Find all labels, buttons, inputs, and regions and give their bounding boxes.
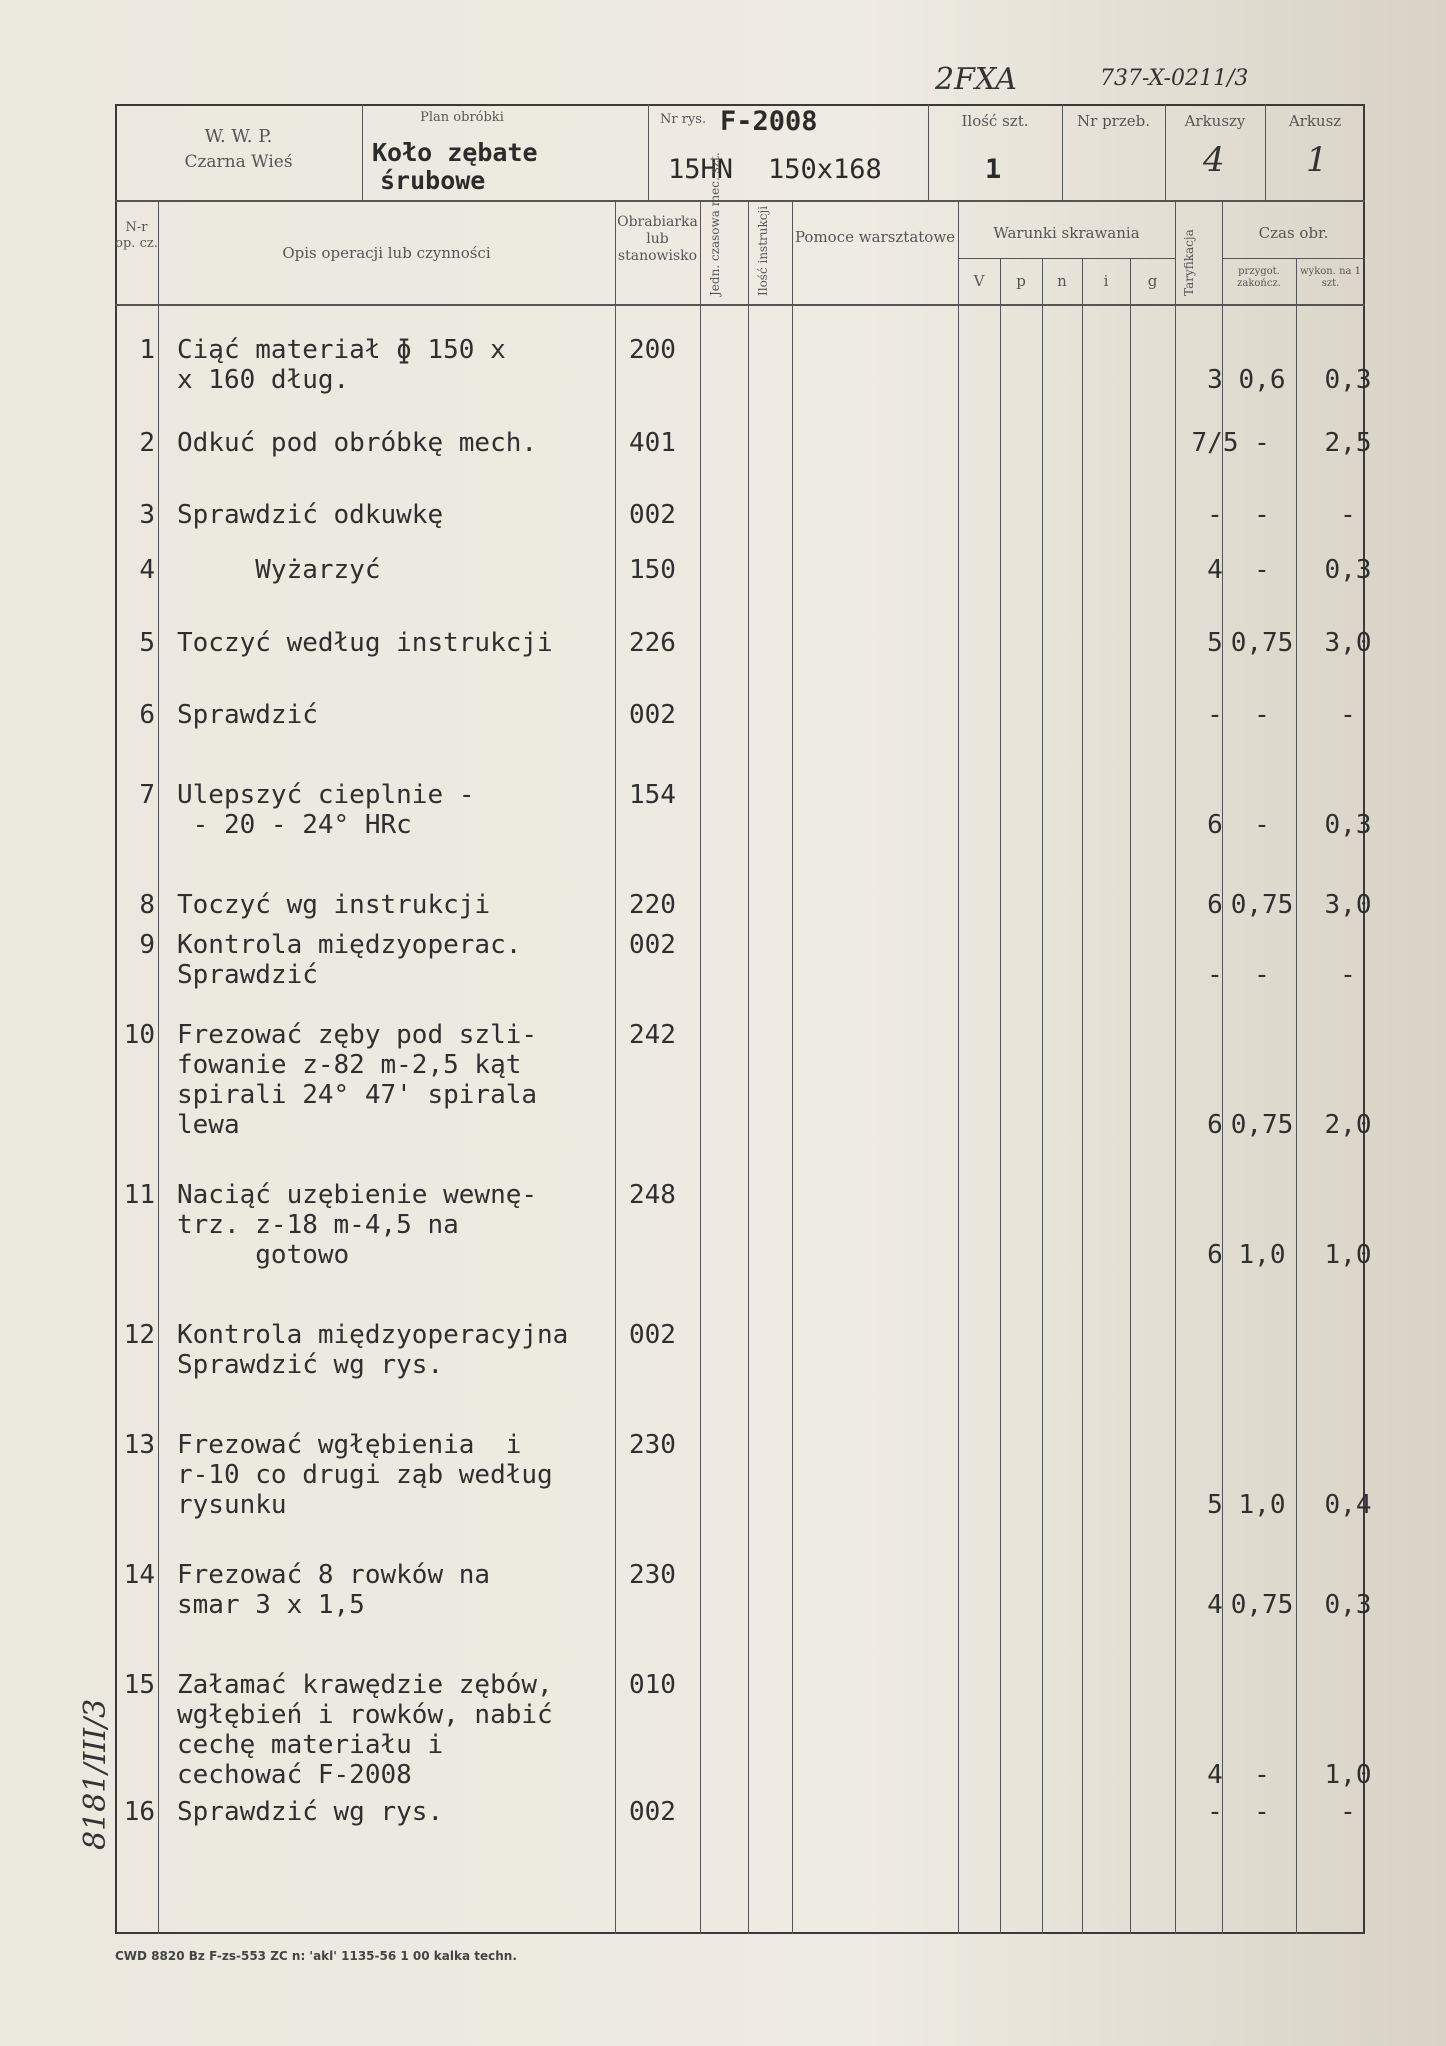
company-name: W. W. P.	[204, 126, 273, 147]
operation-description	[177, 500, 443, 530]
operation-number: 12	[123, 1320, 155, 1350]
operation-description	[177, 930, 521, 990]
tariff-grade: 3	[1207, 365, 1223, 395]
description-line: smar 3 x 1,5	[177, 1590, 365, 1620]
description-line: cechę materiału i	[177, 1730, 444, 1760]
col-time: Czas obr.	[1258, 224, 1329, 242]
description-line: fowanie z-82 m-2,5 kąt	[177, 1050, 522, 1080]
col-time-prep: przygot. zakończ.	[1237, 266, 1281, 289]
operation-number: 15	[123, 1670, 155, 1700]
operation-description	[177, 780, 474, 840]
unit-time: -	[1340, 960, 1356, 990]
unit-time: 1,0	[1324, 1240, 1372, 1270]
description-line: cechować F-2008	[177, 1760, 412, 1790]
material-code: 15HN	[668, 154, 734, 185]
operation-number: 5	[139, 628, 155, 658]
col-p: p	[1016, 272, 1026, 290]
tariff-grade: 7/5	[1191, 428, 1239, 458]
operation-number: 16	[123, 1797, 155, 1827]
unit-time: 0,4	[1324, 1490, 1372, 1520]
prep-time: -	[1254, 810, 1270, 840]
col-tools: Pomoce warsztatowe	[794, 228, 956, 246]
drawing-label: Nr rys.	[660, 112, 707, 127]
description-line: Toczyć według instrukcji	[177, 628, 553, 658]
workstation-code: 230	[629, 1560, 676, 1590]
col-sep-cond	[1175, 200, 1176, 1934]
operation-description	[177, 890, 490, 920]
tariff-grade: 5	[1207, 628, 1223, 658]
unit-time: 2,0	[1324, 1110, 1372, 1140]
prep-time: 0,6	[1238, 365, 1286, 395]
description-line: gotowo	[177, 1240, 350, 1270]
workstation-code: 010	[629, 1670, 676, 1700]
workstation-code: 002	[629, 500, 676, 530]
description-line: - 20 - 24° HRc	[177, 810, 412, 840]
prep-time: -	[1254, 1760, 1270, 1790]
description-line: Ciąć materiał ɸ 150 x	[177, 335, 506, 365]
prep-time: 0,75	[1230, 890, 1294, 920]
columns-divider	[115, 304, 1365, 306]
operation-description	[177, 1560, 490, 1620]
prep-time: -	[1254, 700, 1270, 730]
unit-time: 0,3	[1324, 810, 1372, 840]
sheets-label: Arkuszy	[1184, 112, 1246, 130]
description-line: Naciąć uzębienie wewnę-	[177, 1180, 538, 1210]
plan-label: Plan obróbki	[420, 110, 504, 125]
workstation-code: 220	[629, 890, 676, 920]
operation-number: 7	[139, 780, 155, 810]
description-line: wgłębień i rowków, nabić	[177, 1700, 553, 1730]
part-name-2: śrubowe	[380, 166, 486, 195]
description-line: Sprawdzić wg rys.	[177, 1350, 444, 1380]
operation-description	[177, 700, 318, 730]
unit-time: -	[1340, 1797, 1356, 1827]
operation-number: 14	[123, 1560, 155, 1590]
col-instr-count: Ilość instrukcji	[756, 205, 770, 296]
description-line: Ulepszyć cieplnie -	[177, 780, 475, 810]
unit-time: 3,0	[1324, 890, 1372, 920]
nr-przeb-label: Nr przeb.	[1077, 112, 1150, 130]
prep-time: -	[1254, 1797, 1270, 1827]
workstation-code: 200	[629, 335, 676, 365]
operation-description	[177, 628, 553, 658]
description-line: Sprawdzić	[177, 700, 318, 730]
unit-time: 0,3	[1324, 365, 1372, 395]
description-line: Wyżarzyć	[177, 555, 381, 585]
prep-time: -	[1254, 500, 1270, 530]
time-sub-divider	[1222, 258, 1365, 259]
description-line: x 160 dług.	[177, 365, 350, 395]
col-n: n	[1057, 272, 1067, 290]
tariff-grade: -	[1207, 1797, 1223, 1827]
col-sep-p	[1042, 258, 1043, 1934]
sheets-count: 4	[1203, 140, 1225, 180]
col-sep-v	[1000, 258, 1001, 1934]
col-cutting-conditions: Warunki skrawania	[993, 224, 1140, 242]
col-v: V	[973, 272, 985, 290]
tariff-grade: 6	[1207, 810, 1223, 840]
prep-time: 1,0	[1238, 1490, 1286, 1520]
operation-description	[177, 335, 506, 395]
description-line: Frezować 8 rowków na	[177, 1560, 491, 1590]
tariff-grade: -	[1207, 700, 1223, 730]
tariff-grade: 6	[1207, 890, 1223, 920]
operation-number: 2	[139, 428, 155, 458]
operation-number: 8	[139, 890, 155, 920]
description-line: Sprawdzić	[177, 960, 318, 990]
col-sep-i	[1130, 258, 1131, 1934]
operation-number: 3	[139, 500, 155, 530]
footer-print-info: CWD 8820 Bz F-zs-553 ZC n: 'akl' 1135-56 1 00 kalka techn.	[115, 1949, 517, 1963]
header-divider	[115, 200, 1365, 202]
operation-description	[177, 1180, 537, 1270]
tariff-grade: -	[1207, 960, 1223, 990]
company-location: Czarna Wieś	[184, 152, 293, 172]
unit-time: 0,3	[1324, 1590, 1372, 1620]
sheet-label: Arkusz	[1288, 112, 1342, 130]
operation-number: 6	[139, 700, 155, 730]
blank-dimensions: 150x168	[768, 154, 882, 185]
workstation-code: 154	[629, 780, 676, 810]
unit-time: -	[1340, 700, 1356, 730]
operation-description	[177, 1670, 553, 1790]
workstation-code: 248	[629, 1180, 676, 1210]
operation-description	[177, 555, 381, 585]
col-description: Opis operacji lub czynności	[282, 244, 491, 262]
prep-time: 0,75	[1230, 628, 1294, 658]
workstation-code: 150	[629, 555, 676, 585]
description-line: Toczyć wg instrukcji	[177, 890, 491, 920]
operation-description	[177, 428, 537, 458]
qty-label: Ilość szt.	[961, 112, 1029, 130]
prep-time: -	[1254, 960, 1270, 990]
header-sep	[648, 104, 649, 200]
workstation-code: 230	[629, 1430, 676, 1460]
workstation-code: 002	[629, 1320, 676, 1350]
description-line: Kontrola międzyoperacyjna	[177, 1320, 569, 1350]
col-sep-tariff	[1222, 200, 1223, 1934]
operation-description	[177, 1320, 568, 1380]
handwritten-code: 2FXA	[935, 62, 1017, 97]
tariff-grade: 4	[1207, 1760, 1223, 1790]
tariff-grade: 6	[1207, 1110, 1223, 1140]
col-g: g	[1147, 272, 1158, 290]
description-line: Sprawdzić wg rys.	[177, 1797, 444, 1827]
workstation-code: 002	[629, 1797, 676, 1827]
workstation-code: 226	[629, 628, 676, 658]
description-line: Frezować wgłębienia i	[177, 1430, 522, 1460]
unit-time: 1,0	[1324, 1760, 1372, 1790]
description-line: Załamać krawędzie zębów,	[177, 1670, 553, 1700]
description-line: lewa	[177, 1110, 240, 1140]
prep-time: 0,75	[1230, 1110, 1294, 1140]
description-line: Kontrola międzyoperac.	[177, 930, 522, 960]
col-sep-instr	[792, 200, 793, 1934]
col-sep-desc	[615, 200, 616, 1934]
unit-time: -	[1340, 500, 1356, 530]
workstation-code: 002	[629, 930, 676, 960]
col-tariff: Taryfikacja	[1182, 229, 1196, 296]
description-line: trz. z-18 m-4,5 na	[177, 1210, 459, 1240]
col-sep-unit	[748, 200, 749, 1934]
prep-time: 1,0	[1238, 1240, 1286, 1270]
description-line: Odkuć pod obróbkę mech.	[177, 428, 538, 458]
col-op-no: N-r op. cz.	[115, 220, 158, 251]
description-line: spirali 24° 47' spirala	[177, 1080, 538, 1110]
description-line: Sprawdzić odkuwkę	[177, 500, 444, 530]
prep-time: -	[1254, 555, 1270, 585]
unit-time: 3,0	[1324, 628, 1372, 658]
operation-description	[177, 1797, 443, 1827]
col-sep-no	[158, 200, 159, 1934]
prep-time: -	[1254, 428, 1270, 458]
workstation-code: 002	[629, 700, 676, 730]
handwritten-reference: 737-X-0211/3	[1100, 66, 1249, 91]
part-name: Koło zębate	[372, 138, 538, 167]
operation-number: 1	[139, 335, 155, 365]
prep-time: 0,75	[1230, 1590, 1294, 1620]
side-note: 8181/III/3	[78, 1698, 113, 1850]
operation-description	[177, 1020, 537, 1140]
workstation-code: 401	[629, 428, 676, 458]
tariff-grade: 5	[1207, 1490, 1223, 1520]
col-workstation: Obrabiarka lub stanowisko	[617, 214, 698, 264]
unit-time: 0,3	[1324, 555, 1372, 585]
description-line: Frezować zęby pod szli-	[177, 1020, 538, 1050]
tariff-grade: 4	[1207, 1590, 1223, 1620]
col-i: i	[1103, 272, 1109, 290]
description-line: r-10 co drugi ząb według	[177, 1460, 553, 1490]
operation-number: 4	[139, 555, 155, 585]
col-sep-tools	[958, 200, 959, 1934]
workstation-code: 242	[629, 1020, 676, 1050]
operation-number: 9	[139, 930, 155, 960]
description-line: rysunku	[177, 1490, 287, 1520]
col-unit-count: Jedn. czasowa mec. szt.	[708, 152, 722, 296]
tariff-grade: 4	[1207, 555, 1223, 585]
tariff-grade: 6	[1207, 1240, 1223, 1270]
cond-sub-divider	[958, 258, 1175, 259]
operation-number: 13	[123, 1430, 155, 1460]
operation-number: 11	[123, 1180, 155, 1210]
col-sep-n	[1082, 258, 1083, 1934]
drawing-number: F-2008	[720, 106, 818, 137]
col-time-unit: wykon. na 1 szt.	[1299, 266, 1362, 289]
tariff-grade: -	[1207, 500, 1223, 530]
operation-description	[177, 1430, 553, 1520]
col-sep-ws	[700, 200, 701, 1934]
sheet-number: 1	[1306, 140, 1328, 180]
operation-number: 10	[123, 1020, 155, 1050]
qty-value: 1	[985, 154, 1002, 185]
unit-time: 2,5	[1324, 428, 1372, 458]
